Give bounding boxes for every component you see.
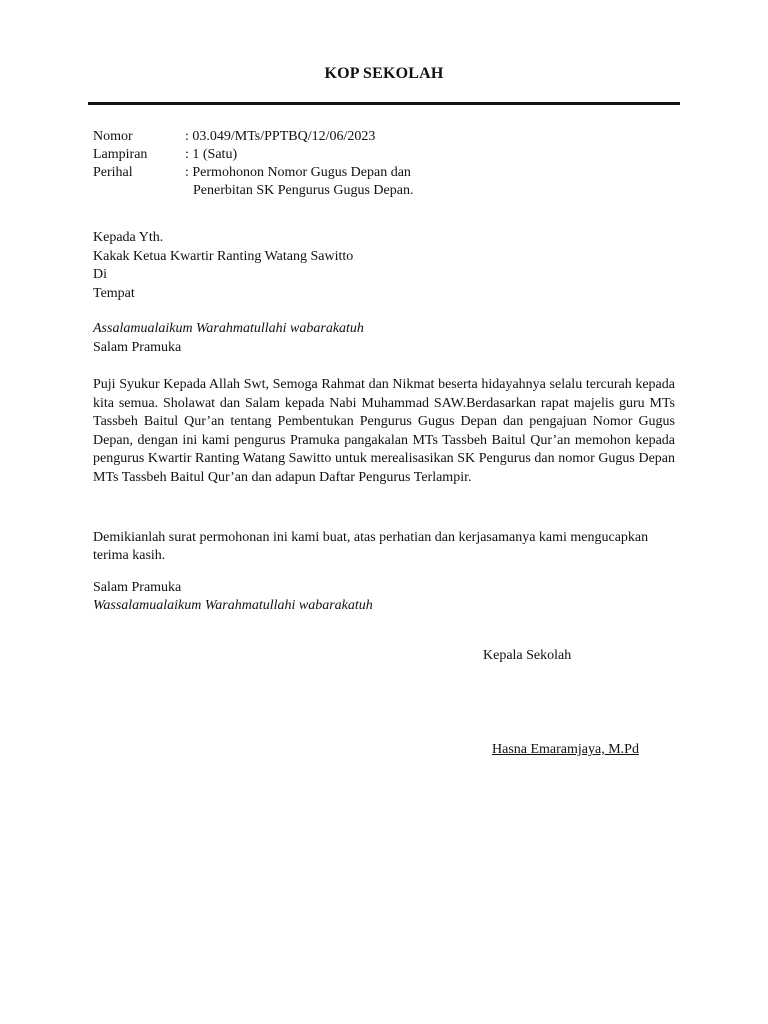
meta-key: Perihal [93, 165, 133, 180]
greeting-block [93, 320, 364, 358]
salam-pramuka: Salam Pramuka [93, 340, 182, 355]
closing-paragraph: Demikianlah surat permohonan ini kami buat, atas perhatian dan kerjasamanya kami mengucapkan terima kasih. [93, 530, 649, 563]
meta-row-lampiran [93, 146, 505, 164]
meta-value-continued: Penerbitan SK Pengurus Gugus Depan. [193, 183, 414, 198]
meta-row-perihal-cont [93, 182, 505, 200]
meta-value: : 1 (Satu) [185, 147, 238, 162]
meta-value: : Permohonon Nomor Gugus Depan dan [185, 165, 411, 180]
meta-row-nomor [93, 128, 505, 146]
meta-key: Lampiran [93, 147, 148, 162]
closing-wassalam: Wassalamualaikum Warahmatullahi wabarakatuh [93, 598, 373, 613]
letter-meta [93, 128, 505, 200]
letterhead-title: KOP SEKOLAH [324, 65, 444, 82]
recipient-line: Kakak Ketua Kwartir Ranting Watang Sawitto [93, 248, 354, 264]
letterhead-divider [88, 102, 680, 105]
recipient-line: Kepada Yth. [93, 230, 164, 245]
closing-salam: Salam Pramuka [93, 580, 182, 595]
meta-row-perihal [93, 164, 505, 182]
closing-block [93, 579, 373, 615]
signature-name: Hasna Emaramjaya, M.Pd [492, 742, 639, 757]
recipient-line: Tempat [93, 285, 135, 301]
meta-key: Nomor [93, 129, 133, 144]
opening-greeting: Assalamualaikum Warahmatullahi wabarakatuh [93, 321, 364, 336]
body-paragraph: Puji Syukur Kepada Allah Swt, Semoga Rahmat dan Nikmat beserta hidayahnya selalu tercurah kepada kita semua. Sholawat dan Salam kepada Nabi Muhammad SAW.Berdasarkan rapat majelis guru MTs Tassbeh Baitul Qur’an tentang Pembentukan Pengurus Gugus Depan dan pengajuan Nomor Gugus Depan, dengan ini kami pengurus Pramuka pangakalan MTs Tassbeh Baitul Qur’an memohon kepada pengurus Kwartir Ranting Watang Sawitto untuk merealisasikan SK Pengurus dan nomor Gugus Depan MTs Tassbeh Baitul Qur’an dan adapun Daftar Pengurus Terlampir. [93, 377, 675, 485]
meta-value: : 03.049/MTs/PPTBQ/12/06/2023 [185, 129, 376, 144]
recipient-block [93, 229, 353, 303]
signature-title: Kepala Sekolah [483, 648, 572, 663]
recipient-line: Di [93, 267, 107, 282]
